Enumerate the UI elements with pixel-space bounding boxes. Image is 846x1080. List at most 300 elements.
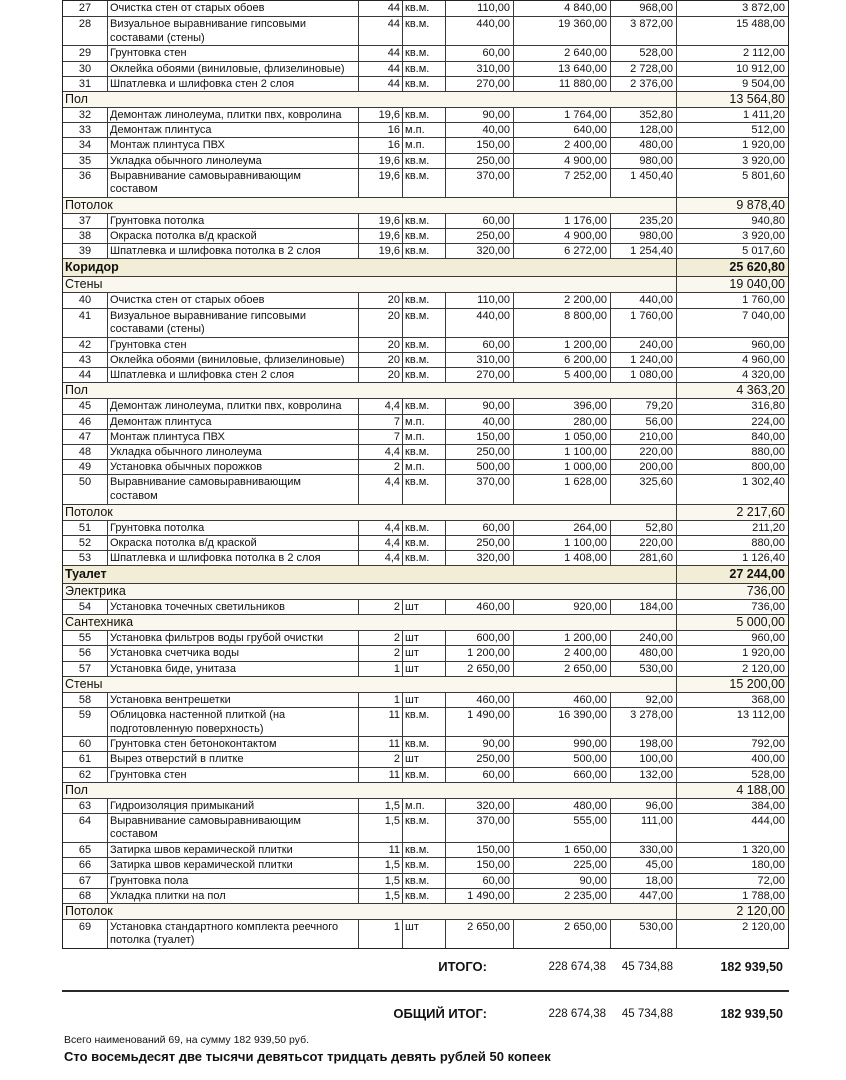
item-quantity: 20 (359, 338, 403, 352)
item-discount: 1 240,00 (611, 353, 677, 367)
item-name: Грунтовка стен (108, 338, 359, 352)
room-name: Туалет (63, 566, 677, 583)
item-name: Выравнивание самовыравнивающим составом (108, 169, 359, 197)
item-sum: 4 900,00 (514, 154, 611, 168)
item-price: 320,00 (446, 244, 514, 258)
item-quantity: 19,6 (359, 169, 403, 197)
item-unit: шт (403, 752, 446, 766)
item-sum: 6 272,00 (514, 244, 611, 258)
estimate-row (63, 168, 788, 197)
section-row (63, 676, 788, 692)
item-name: Оклейка обоями (виниловые, флизелиновые) (108, 62, 359, 76)
row-number: 65 (63, 843, 108, 857)
estimate-row (63, 645, 788, 660)
item-name: Установка обычных порожков (108, 460, 359, 474)
item-discount: 447,00 (611, 889, 677, 903)
section-total: 19 040,00 (729, 277, 785, 292)
row-number: 27 (63, 1, 108, 16)
room-row (63, 565, 788, 583)
item-name: Оклейка обоями (виниловые, флизелиновые) (108, 353, 359, 367)
item-total: 72,00 (757, 874, 785, 887)
item-discount: 352,80 (611, 108, 677, 122)
item-price: 150,00 (446, 858, 514, 872)
item-quantity: 20 (359, 309, 403, 337)
item-discount: 281,60 (611, 551, 677, 565)
item-name: Выравнивание самовыравнивающим составом (108, 475, 359, 503)
item-sum: 1 100,00 (514, 536, 611, 550)
item-name: Грунтовка стен бетоноконтактом (108, 737, 359, 751)
section-name: Пол (63, 92, 677, 107)
item-quantity: 4,4 (359, 399, 403, 413)
section-row (63, 197, 788, 213)
row-number: 47 (63, 430, 108, 444)
item-unit: м.п. (403, 123, 446, 137)
item-total: 444,00 (751, 814, 785, 827)
section-total: 736,00 (746, 584, 785, 599)
item-total: 800,00 (751, 461, 785, 474)
item-price: 90,00 (446, 108, 514, 122)
item-price: 320,00 (446, 799, 514, 813)
item-discount: 530,00 (611, 920, 677, 948)
item-unit: м.п. (403, 799, 446, 813)
row-number: 33 (63, 123, 108, 137)
row-number: 59 (63, 708, 108, 736)
item-discount: 325,60 (611, 475, 677, 503)
item-price: 460,00 (446, 693, 514, 707)
item-unit: кв.м. (403, 17, 446, 45)
item-quantity: 44 (359, 62, 403, 76)
item-sum: 1 650,00 (514, 843, 611, 857)
item-sum: 5 400,00 (514, 368, 611, 382)
item-name: Установка счетчика воды (108, 646, 359, 660)
row-number: 42 (63, 338, 108, 352)
item-price: 110,00 (446, 293, 514, 307)
itogo-discount: 45 734,88 (621, 961, 673, 973)
item-discount: 220,00 (611, 536, 677, 550)
section-total: 2 217,60 (736, 504, 785, 519)
item-price: 90,00 (446, 399, 514, 413)
estimate-row (63, 919, 788, 948)
item-name: Демонтаж плинтуса (108, 123, 359, 137)
item-discount: 235,20 (611, 214, 677, 228)
item-unit: кв.м. (403, 399, 446, 413)
room-total: 27 244,00 (729, 567, 785, 582)
item-sum: 640,00 (514, 123, 611, 137)
itogo-label: ИТОГО: (438, 959, 487, 974)
section-name: Стены (63, 277, 677, 292)
estimate-row (63, 292, 788, 307)
item-sum: 2 650,00 (514, 920, 611, 948)
item-sum: 660,00 (514, 768, 611, 782)
estimate-row (63, 228, 788, 243)
estimate-row (63, 873, 788, 888)
item-price: 440,00 (446, 309, 514, 337)
section-row (63, 504, 788, 520)
item-sum: 500,00 (514, 752, 611, 766)
item-unit: кв.м. (403, 536, 446, 550)
item-price: 270,00 (446, 368, 514, 382)
item-unit: кв.м. (403, 768, 446, 782)
section-name: Пол (63, 383, 677, 398)
item-price: 60,00 (446, 338, 514, 352)
section-name: Стены (63, 677, 677, 692)
item-sum: 11 880,00 (514, 77, 611, 91)
item-sum: 90,00 (514, 874, 611, 888)
item-name: Монтаж плинтуса ПВХ (108, 430, 359, 444)
item-unit: кв.м. (403, 293, 446, 307)
item-name: Затирка швов керамической плитки (108, 843, 359, 857)
item-sum: 1 176,00 (514, 214, 611, 228)
row-number: 52 (63, 536, 108, 550)
item-quantity: 19,6 (359, 244, 403, 258)
item-price: 150,00 (446, 430, 514, 444)
item-name: Окраска потолка в/д краской (108, 229, 359, 243)
item-quantity: 1,5 (359, 814, 403, 842)
row-number: 37 (63, 214, 108, 228)
row-number: 41 (63, 309, 108, 337)
item-price: 110,00 (446, 1, 514, 16)
item-quantity: 7 (359, 430, 403, 444)
row-number: 29 (63, 46, 108, 60)
item-discount: 2 728,00 (611, 62, 677, 76)
item-sum: 460,00 (514, 693, 611, 707)
section-row (63, 614, 788, 630)
section-total: 4 188,00 (736, 782, 785, 797)
estimate-row (63, 520, 788, 535)
item-price: 250,00 (446, 536, 514, 550)
item-sum: 990,00 (514, 737, 611, 751)
item-name: Визуальное выравнивание гипсовыми составами (стены) (108, 309, 359, 337)
item-discount: 480,00 (611, 138, 677, 152)
item-sum: 264,00 (514, 521, 611, 535)
item-sum: 2 650,00 (514, 662, 611, 676)
item-unit: м.п. (403, 460, 446, 474)
item-quantity: 1,5 (359, 889, 403, 903)
item-unit: кв.м. (403, 214, 446, 228)
item-name: Демонтаж линолеума, плитки пвх, ковролина (108, 108, 359, 122)
item-unit: кв.м. (403, 353, 446, 367)
row-number: 60 (63, 737, 108, 751)
item-unit: шт (403, 631, 446, 645)
item-price: 270,00 (446, 77, 514, 91)
item-name: Грунтовка стен (108, 768, 359, 782)
section-row (63, 782, 788, 798)
item-name: Шпатлевка и шлифовка стен 2 слоя (108, 368, 359, 382)
item-sum: 225,00 (514, 858, 611, 872)
item-price: 60,00 (446, 46, 514, 60)
item-quantity: 16 (359, 123, 403, 137)
item-total: 13 112,00 (736, 709, 785, 721)
estimate-row (63, 352, 788, 367)
item-discount: 240,00 (611, 338, 677, 352)
row-number: 35 (63, 154, 108, 168)
item-quantity: 44 (359, 17, 403, 45)
item-unit: шт (403, 600, 446, 614)
item-unit: шт (403, 662, 446, 676)
item-name: Демонтаж плинтуса (108, 415, 359, 429)
item-name: Грунтовка потолка (108, 521, 359, 535)
item-name: Установка биде, унитаза (108, 662, 359, 676)
item-price: 310,00 (446, 353, 514, 367)
item-quantity: 44 (359, 1, 403, 16)
item-total: 180,00 (751, 859, 785, 872)
item-quantity: 11 (359, 737, 403, 751)
item-total: 1 760,00 (742, 294, 785, 307)
item-discount: 1 080,00 (611, 368, 677, 382)
item-total: 3 872,00 (742, 2, 785, 14)
item-discount: 200,00 (611, 460, 677, 474)
item-unit: шт (403, 646, 446, 660)
item-name: Укладка обычного линолеума (108, 154, 359, 168)
item-quantity: 7 (359, 415, 403, 429)
item-unit: кв.м. (403, 244, 446, 258)
item-price: 250,00 (446, 229, 514, 243)
item-total: 7 040,00 (742, 309, 785, 322)
room-total: 25 620,80 (729, 260, 785, 275)
row-number: 51 (63, 521, 108, 535)
item-quantity: 1 (359, 920, 403, 948)
item-unit: кв.м. (403, 62, 446, 76)
item-name: Установка фильтров воды грубой очистки (108, 631, 359, 645)
item-name: Шпатлевка и шлифовка потолка в 2 слоя (108, 244, 359, 258)
item-unit: кв.м. (403, 169, 446, 197)
item-price: 310,00 (446, 62, 514, 76)
item-quantity: 19,6 (359, 214, 403, 228)
item-total: 528,00 (751, 768, 785, 781)
item-quantity: 2 (359, 752, 403, 766)
estimate-row (63, 599, 788, 614)
estimate-row (63, 337, 788, 352)
item-discount: 128,00 (611, 123, 677, 137)
item-quantity: 19,6 (359, 229, 403, 243)
item-total: 10 912,00 (736, 62, 785, 75)
item-quantity: 20 (359, 368, 403, 382)
item-discount: 2 376,00 (611, 77, 677, 91)
item-discount: 528,00 (611, 46, 677, 60)
estimate-row (63, 444, 788, 459)
item-sum: 2 400,00 (514, 646, 611, 660)
estimate-row (63, 137, 788, 152)
item-quantity: 19,6 (359, 108, 403, 122)
estimate-row (63, 61, 788, 76)
row-number: 31 (63, 77, 108, 91)
item-unit: кв.м. (403, 46, 446, 60)
item-sum: 4 840,00 (514, 1, 611, 16)
item-quantity: 4,4 (359, 521, 403, 535)
item-sum: 2 400,00 (514, 138, 611, 152)
item-sum: 4 900,00 (514, 229, 611, 243)
section-name: Потолок (63, 198, 677, 213)
item-price: 150,00 (446, 138, 514, 152)
item-total: 880,00 (751, 536, 785, 549)
item-unit: кв.м. (403, 737, 446, 751)
section-name: Пол (63, 783, 677, 798)
item-unit: м.п. (403, 430, 446, 444)
item-name: Выравнивание самовыравнивающим составом (108, 814, 359, 842)
row-number: 36 (63, 169, 108, 197)
item-price: 60,00 (446, 768, 514, 782)
item-discount: 79,20 (611, 399, 677, 413)
item-name: Установка вентрешетки (108, 693, 359, 707)
item-price: 460,00 (446, 600, 514, 614)
item-unit: кв.м. (403, 154, 446, 168)
grand-total-label: ОБЩИЙ ИТОГ: (393, 1006, 487, 1021)
item-discount: 220,00 (611, 445, 677, 459)
item-unit: кв.м. (403, 858, 446, 872)
item-sum: 13 640,00 (514, 62, 611, 76)
item-total: 736,00 (751, 601, 785, 614)
estimate-row (63, 692, 788, 707)
item-discount: 100,00 (611, 752, 677, 766)
item-sum: 555,00 (514, 814, 611, 842)
item-discount: 530,00 (611, 662, 677, 676)
item-quantity: 44 (359, 77, 403, 91)
row-number: 62 (63, 768, 108, 782)
estimate-row (63, 153, 788, 168)
item-sum: 2 200,00 (514, 293, 611, 307)
item-name: Затирка швов керамической плитки (108, 858, 359, 872)
item-name: Монтаж плинтуса ПВХ (108, 138, 359, 152)
row-number: 38 (63, 229, 108, 243)
item-quantity: 1,5 (359, 874, 403, 888)
item-total: 1 320,00 (742, 844, 785, 857)
item-total: 1 411,20 (742, 108, 785, 121)
item-total: 9 504,00 (742, 77, 785, 90)
estimate-row (63, 459, 788, 474)
item-quantity: 1 (359, 662, 403, 676)
item-quantity: 1,5 (359, 799, 403, 813)
items-count-line: Всего наименований 69, на сумму 182 939,50 руб. (64, 1034, 310, 1046)
estimate-row (63, 550, 788, 565)
item-name: Очистка стен от старых обоев (108, 1, 359, 16)
grand-sum: 228 674,38 (548, 1008, 606, 1020)
item-quantity: 1 (359, 693, 403, 707)
item-name: Укладка обычного линолеума (108, 445, 359, 459)
item-unit: кв.м. (403, 1, 446, 16)
item-sum: 1 408,00 (514, 551, 611, 565)
estimate-row (63, 474, 788, 503)
item-price: 370,00 (446, 475, 514, 503)
item-total: 1 126,40 (742, 551, 785, 564)
item-discount: 440,00 (611, 293, 677, 307)
item-name: Грунтовка потолка (108, 214, 359, 228)
item-price: 40,00 (446, 415, 514, 429)
grand-total: 182 939,50 (720, 1007, 783, 1021)
section-row (63, 903, 788, 919)
item-sum: 280,00 (514, 415, 611, 429)
item-price: 440,00 (446, 17, 514, 45)
item-sum: 1 000,00 (514, 460, 611, 474)
item-discount: 198,00 (611, 737, 677, 751)
item-total: 2 120,00 (742, 662, 785, 675)
item-discount: 111,00 (611, 814, 677, 842)
section-name: Сантехника (63, 615, 677, 630)
item-quantity: 11 (359, 843, 403, 857)
item-sum: 1 100,00 (514, 445, 611, 459)
estimate-row (63, 76, 788, 91)
section-total: 13 564,80 (729, 91, 785, 106)
row-number: 67 (63, 874, 108, 888)
row-number: 32 (63, 108, 108, 122)
item-total: 400,00 (751, 753, 785, 766)
row-number: 58 (63, 693, 108, 707)
section-row (63, 583, 788, 599)
row-number: 63 (63, 799, 108, 813)
item-total: 1 788,00 (742, 889, 785, 902)
item-quantity: 1,5 (359, 858, 403, 872)
item-total: 2 112,00 (742, 47, 785, 60)
row-number: 57 (63, 662, 108, 676)
estimate-table (62, 0, 789, 949)
item-unit: кв.м. (403, 475, 446, 503)
item-quantity: 4,4 (359, 551, 403, 565)
item-price: 370,00 (446, 814, 514, 842)
itogo-total: 182 939,50 (720, 960, 783, 974)
item-price: 1 490,00 (446, 889, 514, 903)
item-unit: кв.м. (403, 445, 446, 459)
item-unit: шт (403, 920, 446, 948)
item-total: 1 920,00 (742, 647, 785, 660)
item-discount: 3 872,00 (611, 17, 677, 45)
item-name: Грунтовка пола (108, 874, 359, 888)
estimate-row (63, 888, 788, 903)
item-discount: 184,00 (611, 600, 677, 614)
item-price: 1 200,00 (446, 646, 514, 660)
item-total: 960,00 (751, 338, 785, 351)
item-discount: 210,00 (611, 430, 677, 444)
item-price: 60,00 (446, 874, 514, 888)
item-total: 880,00 (751, 445, 785, 458)
item-sum: 396,00 (514, 399, 611, 413)
item-sum: 1 200,00 (514, 338, 611, 352)
estimate-row (63, 1, 788, 16)
estimate-row (63, 308, 788, 337)
item-total: 4 960,00 (742, 354, 785, 366)
item-unit: м.п. (403, 415, 446, 429)
item-discount: 1 450,40 (611, 169, 677, 197)
row-number: 55 (63, 631, 108, 645)
item-discount: 56,00 (611, 415, 677, 429)
estimate-row (63, 367, 788, 382)
item-name: Установка стандартного комплекта реечного потолка (туалет) (108, 920, 359, 948)
item-quantity: 2 (359, 631, 403, 645)
item-sum: 2 640,00 (514, 46, 611, 60)
item-unit: кв.м. (403, 309, 446, 337)
item-discount: 45,00 (611, 858, 677, 872)
item-sum: 1 050,00 (514, 430, 611, 444)
itogo-sum: 228 674,38 (548, 961, 606, 973)
item-name: Окраска потолка в/д краской (108, 536, 359, 550)
item-name: Гидроизоляция примыканий (108, 799, 359, 813)
row-number: 56 (63, 646, 108, 660)
item-discount: 980,00 (611, 229, 677, 243)
item-name: Грунтовка стен (108, 46, 359, 60)
item-total: 792,00 (751, 738, 785, 751)
item-total: 316,80 (751, 400, 785, 413)
item-quantity: 4,4 (359, 445, 403, 459)
estimate-row (63, 45, 788, 60)
row-number: 39 (63, 244, 108, 258)
row-number: 69 (63, 920, 108, 948)
item-discount: 980,00 (611, 154, 677, 168)
estimate-row (63, 630, 788, 645)
estimate-row (63, 398, 788, 413)
estimate-row (63, 751, 788, 766)
estimate-row (63, 213, 788, 228)
item-quantity: 11 (359, 708, 403, 736)
estimate-row (63, 813, 788, 842)
item-sum: 8 800,00 (514, 309, 611, 337)
